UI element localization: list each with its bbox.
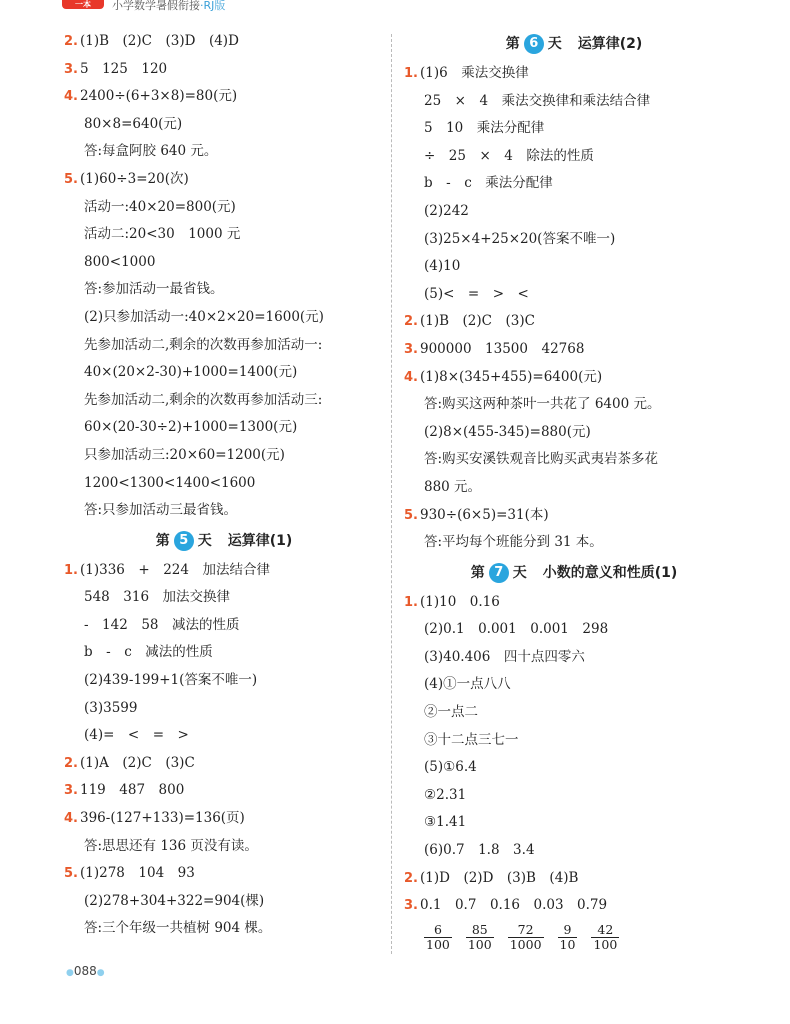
answer-text: ③十二点三七一 [424,731,519,748]
answer-line [404,88,744,116]
fraction [558,923,578,952]
answer-line [64,166,384,194]
fraction-numerator: 72 [517,922,534,938]
answer-line [64,83,384,111]
answer-text: (5)①6.4 [424,759,477,776]
answer-text: (2)0.1 0.001 0.001 298 [424,621,609,638]
answer-line [64,722,384,750]
day-suffix: 天 [512,564,527,581]
fraction [466,923,494,952]
answer-text: 119 487 800 [80,782,185,799]
answer-line [404,143,744,171]
answer-text: ②2.31 [424,786,467,803]
answer-text: 930÷(6×5)=31(本) [420,506,549,523]
question-number: 4. [64,811,78,827]
answer-text: (2)只参加活动一:40×2×20=1600(元) [84,308,324,325]
answer-text: 1200<1300<1400<1600 [84,474,256,491]
answer-line [64,442,384,470]
page-number-text: 088 [73,964,97,978]
answer-text: 答:购买安溪铁观音比购买武夷岩茶多花 [424,451,659,468]
fraction [591,923,619,952]
answer-line [64,888,384,916]
question-number: 2. [404,314,418,330]
answer-line [404,699,744,727]
page-dot-right: ● [96,968,105,978]
question-number: 3. [404,341,418,357]
answer-text: 答:思思还有 136 页没有读。 [84,837,258,854]
question-number: 2. [64,34,78,49]
day-heading [404,28,744,60]
answer-text: 40×(20×2-30)+1000=1400(元) [84,364,298,381]
answer-line [404,529,744,557]
answer-text: ③1.41 [424,814,467,831]
answer-line [404,336,744,364]
answer-text: (4)10 [424,258,461,275]
answer-text: 900000 13500 42768 [420,340,585,357]
day-topic: 运算律(1) [227,532,293,549]
answer-line [404,616,744,644]
answer-text: 先参加活动二,剩余的次数再参加活动三: [84,391,323,408]
answer-line [64,359,384,387]
answer-text: 先参加活动二,剩余的次数再参加活动一: [84,336,323,353]
day-number-badge: 7 [489,563,509,583]
question-number: 2. [404,870,418,886]
answer-line [404,391,744,419]
day-number-badge: 5 [174,531,194,551]
question-number: 1. [404,594,418,610]
answer-text: (1)336 + 224 加法结合律 [80,561,270,578]
answer-text: 答:只参加活动三最省钱。 [84,502,238,519]
answer-line [404,253,744,281]
answer-line [64,221,384,249]
answer-line [64,470,384,498]
answer-text: (1)8×(345+455)=6400(元) [420,368,603,385]
answer-line [64,915,384,943]
question-number: 1. [64,562,78,578]
answer-text: b - c 减法的性质 [84,644,213,661]
answer-line [404,308,744,336]
answer-line [64,612,384,640]
question-number: 3. [64,61,78,77]
answer-line [64,276,384,304]
question-number: 2. [64,755,78,771]
fraction-numerator: 42 [597,922,614,938]
answer-line [404,589,744,617]
fraction [508,923,544,952]
answer-text: b - c 乘法分配律 [424,175,553,192]
answer-text: (3)40.406 四十点四零六 [424,648,585,665]
fraction-denominator: 1000 [509,937,542,953]
fraction-numerator: 9 [563,922,572,938]
answer-text: 800<1000 [84,253,156,270]
day-number-badge: 6 [524,34,544,54]
question-number: 4. [404,369,418,385]
answer-text: (1)D (2)D (3)B (4)B [420,869,579,886]
question-number: 5. [64,866,78,882]
answer-line [404,226,744,254]
answer-text: 答:三个年级一共植树 904 棵。 [84,920,272,937]
answer-line [404,170,744,198]
answer-text: (2)242 [424,202,469,219]
brand-logo: 一本 [62,0,104,9]
answer-text: (1)60÷3=20(次) [80,170,189,187]
answer-text: 880 元。 [424,478,482,495]
answer-line [64,304,384,332]
day-topic: 小数的意义和性质(1) [542,564,678,581]
question-number: 3. [404,898,418,914]
answer-line [404,644,744,672]
answer-text: (5)< = > < [424,285,529,302]
answer-line [404,281,744,309]
answer-line [64,833,384,861]
answer-line [404,892,744,920]
answer-text: 60×(20-30÷2)+1000=1300(元) [84,419,298,436]
question-number: 5. [64,171,78,187]
question-number: 4. [64,89,78,105]
left-answer-column [64,28,384,943]
book-title-text: 小学数学暑假衔接 [112,0,200,12]
answer-text: (1)10 0.16 [420,593,500,610]
answer-line [64,138,384,166]
answer-line [404,782,744,810]
answer-line [404,809,744,837]
page-number [66,964,105,978]
answer-text: 80×8=640(元) [84,115,183,132]
answer-text: (1)B (2)C (3)C [420,313,535,330]
answer-text: (4)①一点八八 [424,676,511,693]
day-suffix: 天 [547,36,562,52]
answer-text: 答:购买这两种茶叶一共花了 6400 元。 [424,396,661,413]
answer-text: (1)A (2)C (3)C [80,754,195,771]
answer-text: (1)278 104 93 [80,865,195,882]
answer-text: (1)B (2)C (3)D (4)D [80,33,239,49]
fraction-numerator: 6 [433,922,442,938]
answer-text: - 142 58 减法的性质 [84,616,240,633]
answer-text: ②一点二 [424,704,478,721]
answer-text: 活动二:20<30 1000 元 [84,226,241,243]
answer-line [64,56,384,84]
answer-text: 396-(127+133)=136(页) [80,810,245,827]
answer-text: 2400÷(6+3×8)=80(元) [80,88,238,105]
answer-line [404,364,744,392]
answer-text: (4)= < = > [84,727,189,744]
answer-line [64,332,384,360]
day-heading [64,525,384,557]
answer-text: 25 × 4 乘法交换律和乘法结合律 [424,92,651,109]
answer-line [64,777,384,805]
answer-line [64,111,384,139]
answer-line [404,837,744,865]
answer-text: (2)8×(455-345)=880(元) [424,423,591,440]
answer-line [64,639,384,667]
answer-text: 答:平均每个班能分到 31 本。 [424,534,603,551]
answer-line [64,805,384,833]
fraction [424,923,452,952]
answer-line [64,667,384,695]
fraction-denominator: 10 [559,937,576,953]
day-suffix: 天 [197,532,212,549]
fraction-numerator: 85 [471,922,488,938]
answer-text: (6)0.7 1.8 3.4 [424,842,535,859]
answer-text: 0.1 0.7 0.16 0.03 0.79 [420,897,608,914]
answer-line [404,754,744,782]
answer-text: 答:参加活动一最省钱。 [84,281,224,298]
answer-line [64,194,384,222]
answer-line [64,28,384,56]
answer-line [64,249,384,277]
day-prefix: 第 [505,36,520,52]
page-header [0,0,790,10]
answer-line [64,414,384,442]
day-prefix: 第 [155,532,170,549]
answer-line [64,750,384,778]
fraction-row [404,920,744,956]
answer-line [404,671,744,699]
answer-line [404,502,744,530]
answer-line [404,446,744,474]
question-number: 5. [404,507,418,523]
answer-line [404,60,744,88]
day-topic: 运算律(2) [577,36,643,52]
fraction-denominator: 100 [593,937,618,953]
answer-text: (3)3599 [84,699,138,716]
answer-text: (2)439-199+1(答案不唯一) [84,672,258,689]
answer-text: 5 125 120 [80,60,168,77]
answer-text: ÷ 25 × 4 除法的性质 [424,147,594,164]
answer-line [404,727,744,755]
answer-line [404,474,744,502]
right-answer-column [404,28,744,956]
question-number: 3. [64,783,78,799]
book-edition: ·RJ版 [200,0,226,12]
answer-line [404,419,744,447]
answer-line [64,695,384,723]
answer-text: 5 10 乘法分配律 [424,120,545,137]
day-prefix: 第 [470,564,485,581]
page-dot-left: ● [66,968,74,978]
answer-text: (2)278+304+322=904(棵) [84,892,265,909]
day-heading [404,557,744,589]
answer-line [64,584,384,612]
question-number: 1. [404,66,418,81]
book-title [112,0,225,13]
answer-line [404,865,744,893]
answer-text: 548 316 加法交换律 [84,589,231,606]
answer-text: (3)25×4+25×20(答案不唯一) [424,230,616,247]
column-divider [391,34,392,954]
fraction-denominator: 100 [467,937,492,953]
answer-text: 只参加活动三:20×60=1200(元) [84,446,285,463]
fraction-denominator: 100 [426,937,450,953]
answer-line [64,860,384,888]
answer-line [404,198,744,226]
answer-text: 答:每盒阿胶 640 元。 [84,143,218,160]
answer-text: (1)6 乘法交换律 [420,65,529,81]
answer-text: 活动一:40×20=800(元) [84,198,236,215]
answer-line [64,557,384,585]
answer-line [64,497,384,525]
answer-line [404,115,744,143]
answer-line [64,387,384,415]
